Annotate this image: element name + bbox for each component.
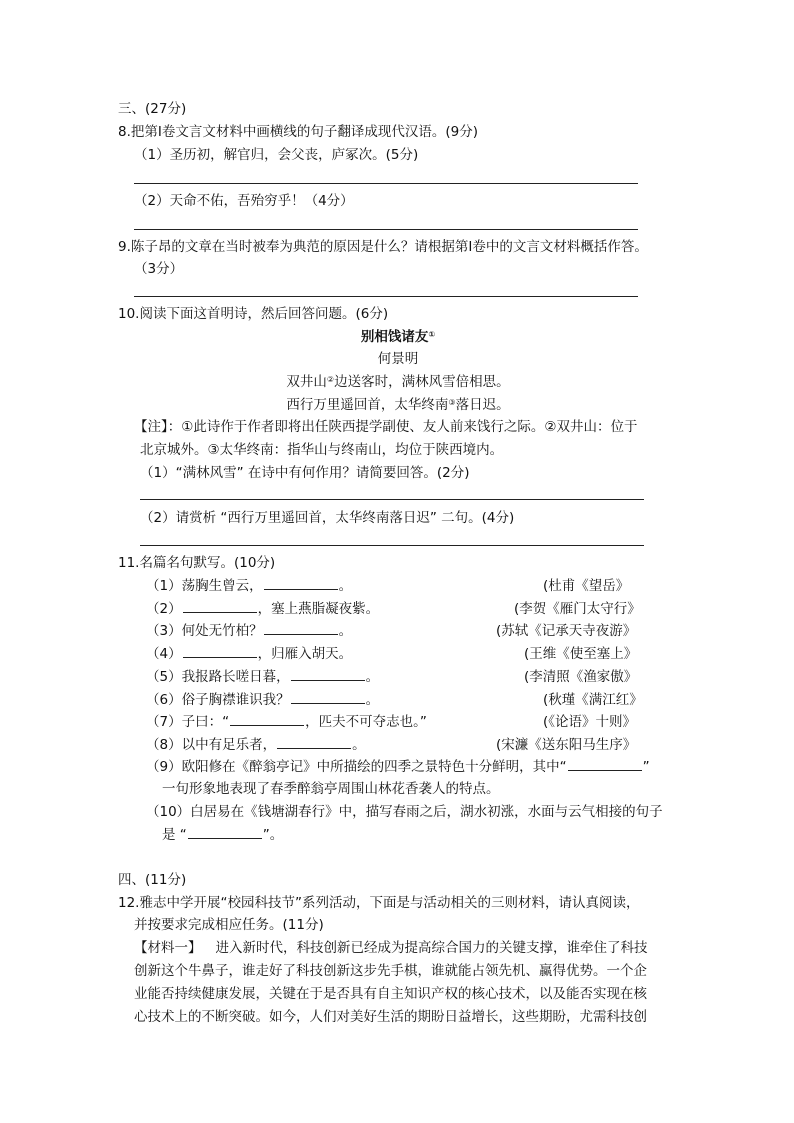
q11-item [146, 736, 366, 754]
q11-item-9-line2: 一句形象地表现了春季醉翁亭周围山林花香袭人的特点。 [162, 781, 500, 797]
poem-verse-1 [118, 373, 678, 391]
item-text-after: 。 [338, 623, 353, 640]
q11-item [146, 645, 352, 663]
item-text-before: （6）俗子胸襟谁识我？ [146, 691, 290, 708]
fill-blank[interactable] [183, 600, 257, 613]
answer-line[interactable] [140, 499, 644, 500]
section-3-heading: 三、(27分) [118, 101, 187, 117]
answer-line[interactable] [134, 183, 638, 184]
section-4-heading: 四、(11分) [118, 872, 187, 888]
fill-blank[interactable] [568, 758, 642, 771]
q10-sub1: （1）“满林风雪” 在诗中有何作用？请简要回答。(2分) [140, 465, 470, 481]
fill-blank[interactable] [291, 668, 365, 681]
q8-sub2: （2）天命不佑，吾殆穷乎！（4分） [134, 193, 354, 209]
item-text-before: （7）子曰：“ [146, 714, 230, 731]
fill-blank[interactable] [264, 622, 338, 635]
material-1-line1 [134, 939, 648, 957]
poem-title-text: 别相饯诸友 [360, 329, 429, 345]
answer-line[interactable] [134, 229, 638, 230]
item-text-after: 。 [365, 668, 380, 685]
material-1-line2: 创新这个牛鼻子，谁走好了科技创新这步先手棋，谁就能占领先机、赢得优势。一个企 [134, 963, 647, 979]
fill-blank[interactable] [264, 577, 338, 590]
q11-item-source: (秋瑾《满江红》 [543, 691, 643, 708]
verse-2-part-b: 落日迟。 [455, 397, 510, 413]
material-1-line4: 心技术上的不断突破。如今，人们对美好生活的期盼日益增长，这些期盼，尤需科技创 [134, 1009, 647, 1025]
q11-item [146, 622, 352, 640]
material-1-label: 【材料一】 [134, 940, 202, 956]
q11-item-source: (李贺《雁门太守行》 [514, 600, 641, 617]
q11-item-10-line2 [162, 826, 283, 844]
fill-blank[interactable] [277, 736, 351, 749]
poem-author: 何景明 [377, 351, 419, 367]
q8-prompt: 8.把第Ⅰ卷文言文材料中画横线的句子翻译成现代汉语。(9分) [118, 124, 478, 140]
poem-note-line-1: 【注】：①此诗作于作者即将出任陕西提学副使、友人前来饯行之际。②双井山：位于 [134, 419, 638, 435]
q11-item-9-line1 [146, 758, 650, 776]
item-9-text-b: ” [642, 759, 650, 775]
verse-1-footnote-mark: ② [326, 375, 335, 384]
verse-2-part-a: 西行万里遥回首，太华终南 [286, 397, 449, 413]
item-text-before: （1）荡胸生曾云， [146, 578, 263, 594]
item-text-after: 。 [338, 578, 353, 594]
q11-item-10-line1: （10）白居易在《钱塘湖春行》中，描写春雨之后，湖水初涨，水面与云气相接的句子 [146, 804, 663, 820]
item-text-after: 。 [352, 736, 366, 753]
poem-note-line-2: 北京城外。③太华终南：指华山与终南山，均位于陕西境内。 [140, 442, 504, 458]
q11-item-source: (王维《使至塞上》 [524, 646, 638, 663]
item-text-after: 。 [365, 691, 380, 708]
fill-blank[interactable] [183, 645, 257, 658]
q11-item-source: (《论语》十则》 [543, 714, 637, 731]
item-9-text-a: （9）欧阳修在《醉翁亭记》中所描绘的四季之景特色十分鲜明，其中“ [146, 759, 567, 775]
poem-title [118, 328, 678, 346]
item-text-before: （4） [146, 646, 182, 663]
q11-item [146, 691, 379, 709]
verse-1-part-a: 双井山 [286, 374, 327, 390]
item-text-before: （3）何处无竹柏？ [146, 623, 263, 640]
item-text-after: ，归雁入胡天。 [257, 646, 353, 663]
answer-line[interactable] [134, 296, 638, 297]
q11-item [146, 668, 379, 686]
q11-item-source: (苏轼《记承天寺夜游》 [496, 623, 637, 640]
item-text-before: （2） [146, 600, 182, 617]
q10-sub2: （2）请赏析 “西行万里遥回首，太华终南落日迟” 二句。(4分) [140, 510, 515, 526]
verse-1-part-b: 边送客时，满林风雪倍相思。 [334, 374, 510, 390]
q11-item [146, 713, 427, 731]
poem-verse-2 [118, 396, 678, 414]
item-text-after: ，塞上燕脂凝夜紫。 [257, 600, 380, 617]
item-text-before: （8）以中有足乐者， [146, 736, 277, 753]
q10-prompt: 10.阅读下面这首明诗，然后回答问题。(6分) [118, 306, 389, 322]
item-text-after: ，匹夫不可夺志也。” [305, 714, 427, 731]
material-1-text: 进入新时代，科技创新已经成为提高综合国力的关键支撑，谁牵住了科技 [215, 940, 648, 956]
q12-line2: 并按要求完成相应任务。(11分) [134, 917, 324, 933]
item-text-before: （5）我报路长嗟日暮， [146, 668, 290, 685]
item-10-text-b: ”。 [262, 827, 284, 843]
q12-line1: 12.雅志中学开展“校园科技节”系列活动，下面是与活动相关的三则材料，请认真阅读， [118, 895, 640, 911]
q11-prompt: 11.名篇名句默写。(10分) [118, 555, 276, 571]
poem-title-footnote-mark: ① [428, 330, 436, 339]
q11-item-source: (李清照《渔家傲》 [524, 668, 638, 685]
material-1-line3: 业能否持续健康发展，关键在于是否具有自主知识产权的核心技术，以及能否实现在核 [134, 986, 647, 1002]
q9-line1: 9.陈子昂的文章在当时被奉为典范的原因是什么？请根据第Ⅰ卷中的文言文材料概括作答。 [118, 239, 648, 255]
item-10-text-a: 是 “ [162, 827, 187, 843]
answer-line[interactable] [140, 545, 644, 546]
fill-blank[interactable] [188, 826, 262, 839]
q11-item [146, 600, 379, 618]
q11-item [146, 577, 352, 595]
q11-item-source: (杜甫《望岳》 [543, 578, 630, 594]
fill-blank[interactable] [230, 713, 304, 726]
fill-blank[interactable] [291, 691, 365, 704]
q9-line2: （3分） [134, 261, 184, 277]
verse-2-footnote-mark: ③ [448, 398, 456, 407]
q8-sub1: （1）圣历初，解官归，会父丧，庐冢次。(5分) [134, 147, 419, 163]
q11-item-source: (宋濂《送东阳马生序》 [496, 736, 637, 753]
